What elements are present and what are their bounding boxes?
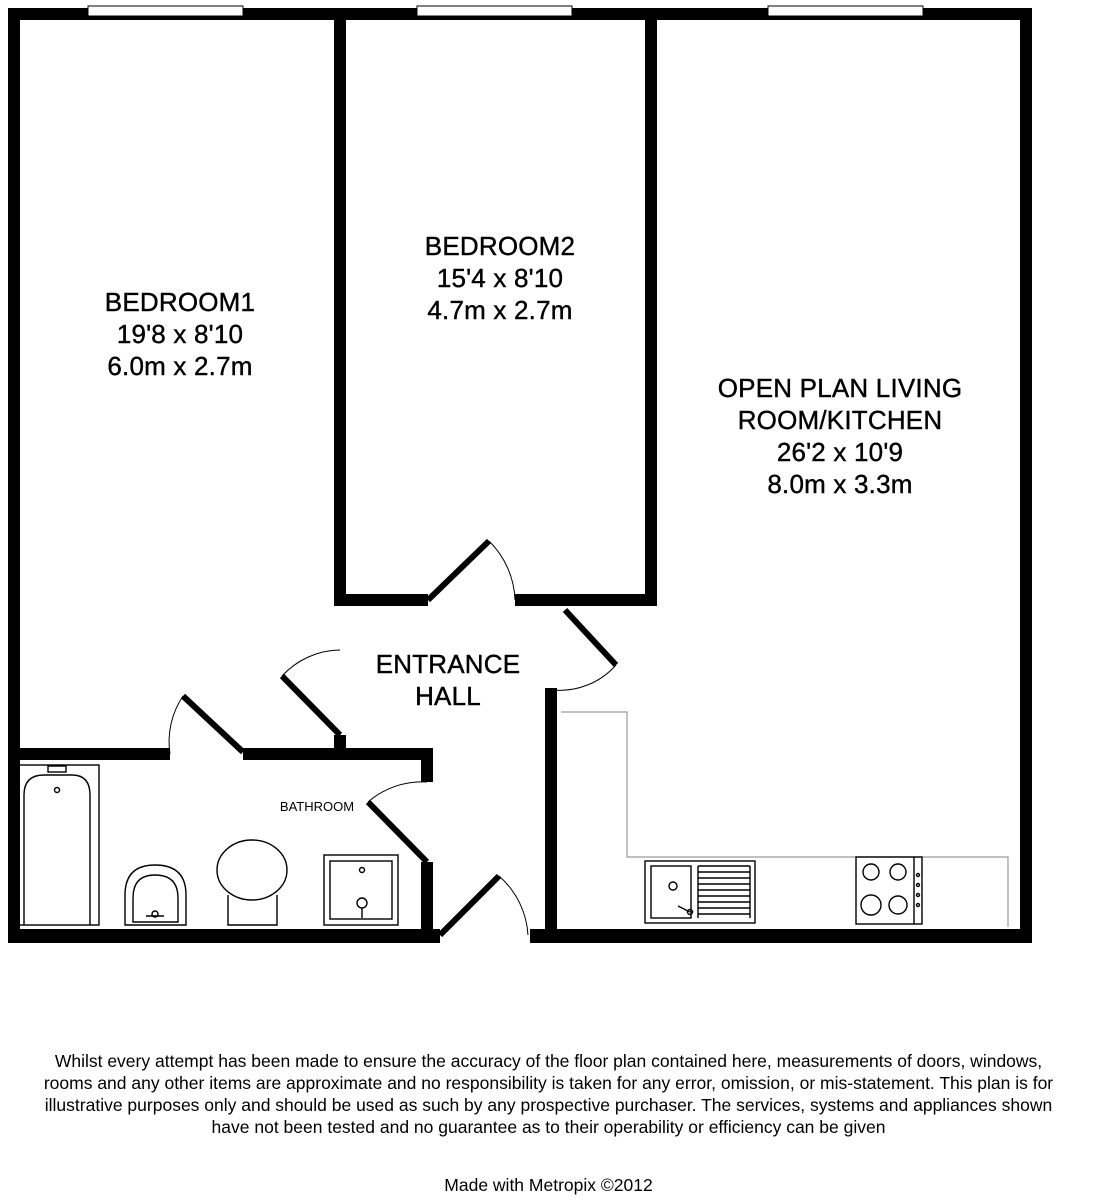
hob-icon [856,857,922,924]
window-bedroom2 [417,6,572,16]
windows [88,6,923,16]
door-leaf-bed1-lower [183,696,243,752]
wall-bed1-bed2 [334,14,346,604]
shower-tray-icon [324,855,398,925]
bathroom-fixtures [16,765,398,925]
living-imperial: 26'2 x 10'9 [776,437,904,467]
credit-text: Made with Metropix ©2012 [444,1175,653,1195]
hall-name-line1: ENTRANCE [375,649,521,679]
right-wall [1020,8,1032,943]
disclaimer-text: Whilst every attempt has been made to ensure the accuracy of the floor plan contained here, measurements of doors, windows, rooms and any other items are approximate and no responsibility is taken for any error, omission, or mis-statement. This plan is for illustrative purposes only and should be used as such by any prospective purchaser. The services, systems and appliances shown have not been tested and no guarantee as to their operability or efficiency can be given [43,1051,1054,1137]
kitchen-worktop [561,712,1008,927]
toilet-icon [217,840,287,925]
wall-bed2-bottom-right [515,594,657,606]
bedroom1-metric: 6.0m x 2.7m [107,351,253,381]
kitchen-fittings [561,712,1008,927]
hall-name-line2: HALL [415,681,481,711]
bedroom1-imperial: 19'8 x 8'10 [116,319,244,349]
left-wall [8,8,20,943]
door-swing-living [553,665,616,690]
living-metric: 8.0m x 3.3m [767,469,913,499]
door-leaf-living [565,610,616,665]
wall-bath-right-lower [421,862,433,943]
bedroom1-name: BEDROOM1 [104,287,256,317]
window-bedroom1 [88,6,243,16]
door-swing-bed1-lower [169,696,183,754]
wall-bath-right-upper [421,748,433,782]
bathtub-icon [16,765,99,925]
wall-bath-top-right [243,748,433,760]
living-name-line2: ROOM/KITCHEN [737,405,943,435]
bedroom2-name: BEDROOM2 [424,231,576,261]
bedroom2-imperial: 15'4 x 8'10 [436,263,564,293]
door-swing-entrance [499,876,528,935]
sink-icon [645,861,755,923]
door-swing-bathroom [368,782,427,802]
bottom-wall-right [530,929,1032,943]
door-leaf-bedroom2 [428,541,489,600]
door-leaf-entrance [440,876,499,935]
door-swing-bedroom2 [489,541,515,600]
bottom-wall-left [8,929,440,943]
bedroom2-label [380,230,620,326]
bathroom-label: BATHROOM [279,799,355,814]
wall-bed2-bottom-left [334,594,428,606]
door-leaf-bedroom1 [282,676,340,735]
door-swing-bedroom1 [282,650,340,676]
bedroom1-label [70,286,290,382]
basin-icon [125,865,186,925]
entrance-hall-label [348,648,548,712]
wall-hall-living [545,688,557,943]
door-leaf-bathroom [368,802,427,862]
wall-bath-top-left [8,748,170,760]
window-living [768,6,923,16]
living-room-label [660,372,1020,500]
wall-bed2-living [645,14,657,604]
living-name-line1: OPEN PLAN LIVING [717,373,963,403]
bedroom2-metric: 4.7m x 2.7m [427,295,573,325]
